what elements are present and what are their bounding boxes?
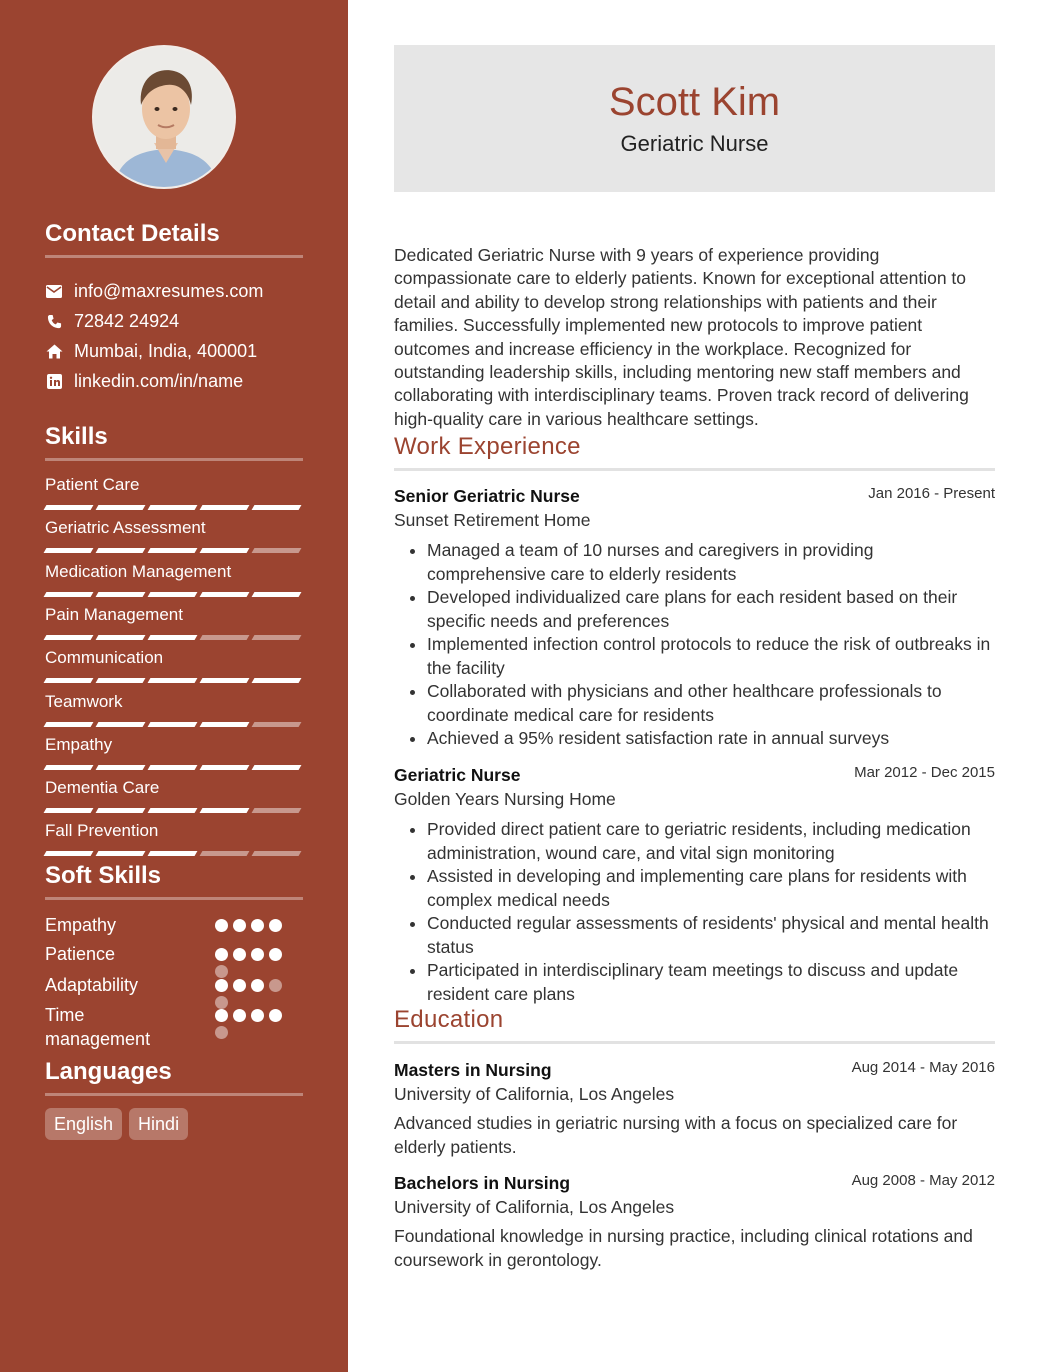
rating-dot <box>251 979 264 992</box>
job-bullets <box>394 539 995 751</box>
rating-dot <box>215 996 228 1009</box>
contact-email[interactable] <box>45 276 303 306</box>
contact-section <box>45 219 303 396</box>
skill-rating-segment <box>96 678 146 683</box>
skill-rating-segment <box>200 678 250 683</box>
skill-rating-segment <box>252 765 302 770</box>
skill-rating-segment <box>252 808 302 813</box>
skills-section <box>45 422 303 862</box>
skill-rating-bar <box>45 592 303 597</box>
rating-dot <box>233 1009 246 1022</box>
education-entry <box>394 1058 995 1159</box>
skills-heading: Skills <box>45 422 303 461</box>
skill-rating-segment <box>252 635 302 640</box>
rating-dot <box>251 948 264 961</box>
skill-rating-segment <box>148 722 198 727</box>
job-bullet: • Collaborated with physicians and other healthcare professionals to coordinate medical care for residents <box>427 680 995 727</box>
rating-dot <box>215 965 228 978</box>
degree-title: Bachelors in Nursing <box>394 1173 571 1193</box>
skill-rating-segment <box>200 808 250 813</box>
phone-icon <box>45 312 63 330</box>
skill-rating-bar <box>45 635 303 640</box>
skill-rating-segment <box>148 505 198 510</box>
languages-section <box>45 1057 303 1140</box>
soft-skill-rating <box>215 948 295 978</box>
skill-rating-segment <box>96 592 146 597</box>
skill-rating-segment <box>44 765 94 770</box>
rating-dot <box>215 979 228 992</box>
skill-name: Empathy <box>45 734 113 754</box>
job-bullet: • Managed a team of 10 nurses and caregivers in providing comprehensive care to elderly residents <box>427 539 995 586</box>
skill-rating-segment <box>148 851 198 856</box>
job-bullets <box>394 818 995 1006</box>
skill-rating-segment <box>44 592 94 597</box>
contact-phone-text: 72842 24924 <box>74 310 180 331</box>
skill-rating-bar <box>45 808 303 813</box>
skill-rating-segment <box>200 548 250 553</box>
skill-rating-segment <box>96 548 146 553</box>
skill-rating-segment <box>96 635 146 640</box>
skill-rating-segment <box>200 851 250 856</box>
soft-skill-name: Empathy <box>45 915 117 935</box>
skill-rating-segment <box>96 505 146 510</box>
skill-rating-segment <box>148 765 198 770</box>
skill-rating-segment <box>252 548 302 553</box>
contact-phone[interactable] <box>45 306 303 336</box>
skill-item <box>45 821 303 856</box>
job-dates: Mar 2012 - Dec 2015 <box>854 764 995 781</box>
language-chip: English <box>45 1108 122 1140</box>
skill-name: Pain Management <box>45 604 183 624</box>
skill-item <box>45 648 303 683</box>
skill-rating-bar <box>45 548 303 553</box>
rating-dot <box>269 919 282 932</box>
education-heading: Education <box>394 1005 995 1044</box>
skill-rating-bar <box>45 765 303 770</box>
job-bullet: • Conducted regular assessments of residents' physical and mental health status <box>427 912 995 959</box>
soft-skill-name: Adaptability <box>45 975 139 995</box>
rating-dot <box>269 1009 282 1022</box>
skill-rating-segment <box>200 765 250 770</box>
soft-skills-section <box>45 861 303 1051</box>
job-bullet: • Developed individualized care plans for each resident based on their specific needs and preferences <box>427 586 995 633</box>
job-bullet: • Achieved a 95% resident satisfaction rate in annual surveys <box>427 727 995 751</box>
job-employer: Sunset Retirement Home <box>394 510 591 530</box>
job-bullet: • Assisted in developing and implementing care plans for residents with complex medical needs <box>427 865 995 912</box>
skill-name: Teamwork <box>45 691 123 711</box>
languages-list <box>45 1108 303 1140</box>
education-dates: Aug 2014 - May 2016 <box>851 1059 995 1076</box>
skill-item <box>45 475 303 510</box>
professional-summary: Dedicated Geriatric Nurse with 9 years of experience providing compassionate care to elderly patients. Known for exceptional attention to detail and ability to develop strong relationships with patients and their families. Successfully implemented new protocols to improve patient outcomes and increase efficiency in the workplace. Recognized for outstanding leadership skills, including mentoring new staff members and collaborating with interdisciplinary teams. Proven track record of delivering high-quality care in various healthcare settings. <box>394 245 969 429</box>
skill-rating-segment <box>44 635 94 640</box>
skill-item <box>45 692 303 727</box>
skill-rating-segment <box>200 592 250 597</box>
languages-heading: Languages <box>45 1057 303 1096</box>
contact-address-text: Mumbai, India, 400001 <box>74 340 258 361</box>
language-chip: Hindi <box>129 1108 188 1140</box>
skill-rating-segment <box>44 851 94 856</box>
skill-name: Fall Prevention <box>45 821 159 841</box>
degree-title: Masters in Nursing <box>394 1060 552 1080</box>
rating-dot <box>233 979 246 992</box>
skill-rating-segment <box>148 548 198 553</box>
job-bullet: • Provided direct patient care to geriatric residents, including medication administration, wound care, and vital sign monitoring <box>427 818 995 865</box>
sidebar <box>0 0 348 1372</box>
skill-rating-bar <box>45 505 303 510</box>
skill-rating-segment <box>252 592 302 597</box>
contact-linkedin-text: linkedin.com/in/name <box>74 370 244 391</box>
soft-skill-rating <box>215 1009 295 1039</box>
skill-rating-segment <box>96 722 146 727</box>
rating-dot <box>233 948 246 961</box>
skill-rating-segment <box>200 505 250 510</box>
skill-name: Medication Management <box>45 561 232 581</box>
skill-rating-segment <box>252 678 302 683</box>
skill-rating-segment <box>44 505 94 510</box>
contact-linkedin[interactable] <box>45 366 303 396</box>
job-entry <box>394 484 995 751</box>
skill-rating-bar <box>45 722 303 727</box>
skill-rating-segment <box>148 808 198 813</box>
soft-skill-name: Patience <box>45 944 116 964</box>
skill-item <box>45 562 303 597</box>
contact-address <box>45 336 303 366</box>
school-name: University of California, Los Angeles <box>394 1084 675 1104</box>
skill-item <box>45 778 303 813</box>
linkedin-icon <box>45 372 63 390</box>
contact-email-text: info@maxresumes.com <box>74 280 264 301</box>
skill-rating-segment <box>96 765 146 770</box>
rating-dot <box>251 1009 264 1022</box>
education-description: Foundational knowledge in nursing practice, including clinical rotations and coursework in gerontology. <box>394 1226 973 1270</box>
soft-skills-heading: Soft Skills <box>45 861 303 900</box>
job-dates: Jan 2016 - Present <box>868 485 995 502</box>
skill-rating-segment <box>44 808 94 813</box>
skill-rating-segment <box>96 808 146 813</box>
job-bullet: • Implemented infection control protocols to reduce the risk of outbreaks in the facility <box>427 633 995 680</box>
rating-dot <box>215 1009 228 1022</box>
skill-rating-segment <box>96 851 146 856</box>
soft-skill-name: Time management <box>45 1005 151 1049</box>
skill-rating-segment <box>252 505 302 510</box>
skill-rating-segment <box>148 635 198 640</box>
home-icon <box>45 342 63 360</box>
candidate-title: Geriatric Nurse <box>620 131 769 156</box>
job-bullet: • Participated in interdisciplinary team meetings to discuss and update resident care plans <box>427 959 995 1006</box>
skill-item <box>45 735 303 770</box>
skill-rating-segment <box>200 722 250 727</box>
rating-dot <box>251 919 264 932</box>
skill-item <box>45 518 303 553</box>
rating-dot <box>215 948 228 961</box>
skill-rating-bar <box>45 678 303 683</box>
skill-name: Geriatric Assessment <box>45 518 206 538</box>
contact-heading: Contact Details <box>45 219 303 258</box>
job-employer: Golden Years Nursing Home <box>394 789 616 809</box>
profile-photo <box>92 45 236 189</box>
rating-dot <box>269 948 282 961</box>
soft-skill-rating <box>215 979 295 1009</box>
envelope-icon <box>45 282 63 300</box>
skill-rating-segment <box>252 722 302 727</box>
skill-rating-segment <box>148 678 198 683</box>
rating-dot <box>215 1026 228 1039</box>
skill-rating-segment <box>148 592 198 597</box>
job-title: Geriatric Nurse <box>394 765 521 785</box>
school-name: University of California, Los Angeles <box>394 1197 675 1217</box>
education-description: Advanced studies in geriatric nursing with a focus on specialized care for elderly patients. <box>394 1113 958 1157</box>
soft-skill-rating <box>215 919 295 932</box>
skill-name: Patient Care <box>45 475 140 494</box>
skill-rating-segment <box>200 635 250 640</box>
skill-rating-bar <box>45 851 303 856</box>
education-dates: Aug 2008 - May 2012 <box>851 1172 995 1189</box>
job-title: Senior Geriatric Nurse <box>394 486 580 506</box>
skill-rating-segment <box>44 678 94 683</box>
job-entry <box>394 763 995 1006</box>
work-experience-heading: Work Experience <box>394 432 995 471</box>
education-entry <box>394 1171 995 1272</box>
rating-dot <box>215 919 228 932</box>
person-portrait-icon <box>94 47 236 189</box>
skill-rating-segment <box>252 851 302 856</box>
skill-name: Communication <box>45 648 164 668</box>
skill-rating-segment <box>44 548 94 553</box>
skill-name: Dementia Care <box>45 778 160 798</box>
skill-rating-segment <box>44 722 94 727</box>
rating-dot <box>233 919 246 932</box>
rating-dot <box>269 979 282 992</box>
candidate-name: Scott Kim <box>608 80 781 124</box>
name-header <box>394 45 995 192</box>
skill-item <box>45 605 303 640</box>
